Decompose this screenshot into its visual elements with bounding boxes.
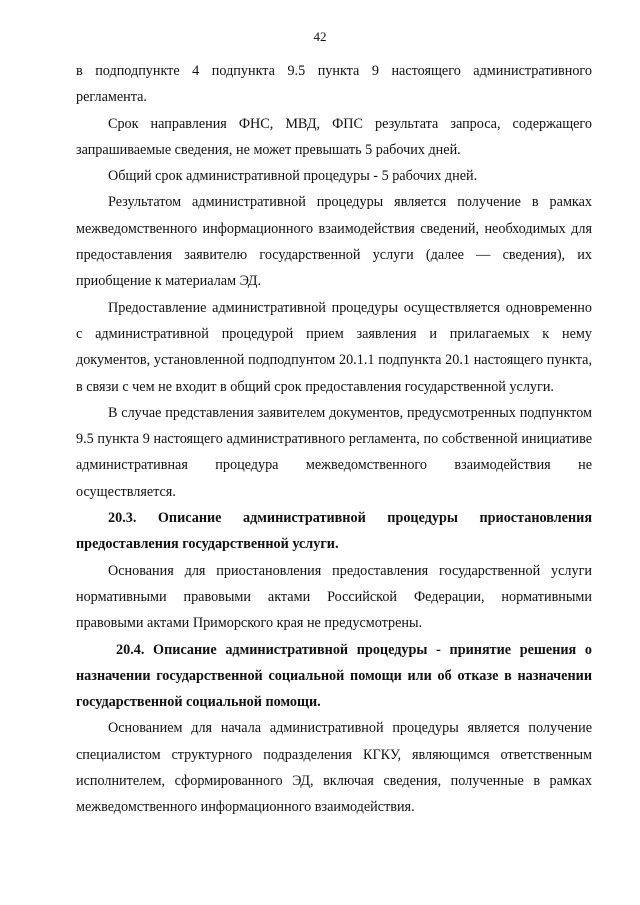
paragraph-procedure-result: Результатом административной процедуры является получение в рамках межведомственного информационного взаимодействия сведений, необходимых для предоставления заявителю государственной услуги (далее — сведения), их приобщение к материалам ЭД. [76,194,592,290]
paragraph-total-deadline: Общий срок административной процедуры - 5 рабочих дней. [108,168,478,185]
paragraph-suspension-grounds: Основания для приостановления предоставления государственной услуги нормативными правовыми актами Российской Федерации, нормативными правовыми актами Приморского края не предусмотрены. [76,562,592,632]
paragraph-simultaneous-procedure: Предоставление административной процедуры осуществляется одновременно с административной процедурой прием заявления и прилагаемых к нему документов, установленной подподпунтом 20.1.1 подпункта 20.1 настоящего пункта, в связи с чем не входит в общий срок предоставления государственной услуги. [76,299,592,395]
page-number: 42 [313,29,327,44]
paragraph-own-initiative: В случае представления заявителем документов, предусмотренных подпунктом 9.5 пункта 9 настоящего административного регламента, по собственной инициативе административная процедура межведомственного взаимодействия не осуществляется. [76,404,592,500]
heading-section-20-4: 20.4. Описание административной процедуры - принятие решения о назначении государственной социальной помощи или об отказе в назначении государственной социальной помощи. [76,641,592,711]
paragraph-response-deadline: Срок направления ФНС, МВД, ФПС результата запроса, содержащего запрашиваемые сведения, не может превышать 5 рабочих дней. [76,115,592,158]
document-body [76,58,592,821]
paragraph-continuation: в подподпункте 4 подпункта 9.5 пункта 9 настоящего административного регламента. [76,63,592,106]
paragraph-procedure-start: Основанием для начала административной процедуры является получение специалистом структурного подразделения КГКУ, являющимся ответственным исполнителем, сформированного ЭД, включая сведения, полученные в рамках межведомственного информационного взаимодействия. [76,720,592,816]
heading-section-20-3: 20.3. Описание административной процедуры приостановления предоставления государственной услуги. [76,510,592,553]
